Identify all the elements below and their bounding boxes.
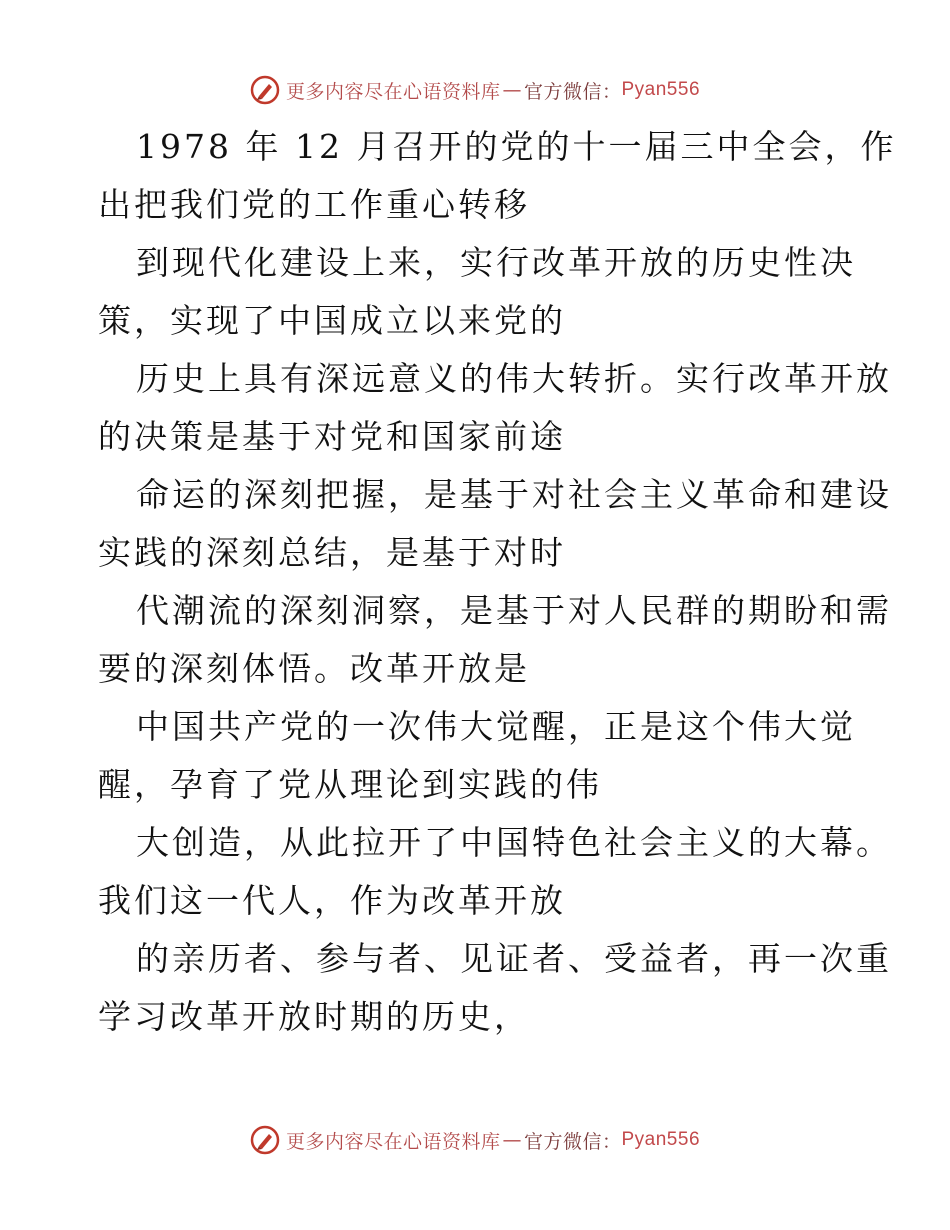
banner-dash: —	[502, 1129, 522, 1151]
banner-main-text: 更多内容尽在心语资料库	[285, 1130, 501, 1153]
text-line: 策，实现了中国成立以来党的	[98, 301, 566, 340]
header-banner	[0, 70, 950, 110]
text-line: 中国共产党的一次伟大觉醒，正是这个伟大觉	[136, 707, 856, 746]
banner-dash: —	[502, 79, 522, 101]
text-line: 代潮流的深刻洞察，是基于对人民群的期盼和需	[136, 591, 892, 630]
text-line: 的亲历者、参与者、见证者、受益者，再一次重	[136, 939, 892, 978]
banner-wechat-label: 官方微信：	[523, 1130, 622, 1153]
text-line: 实践的深刻总结，是基于对时	[98, 533, 566, 572]
banner-wechat-label: 官方微信：	[523, 80, 622, 103]
text-line: 的决策是基于对党和国家前途	[98, 417, 566, 456]
text-line: 1978 年 12 月召开的党的十一届三中全会，作	[136, 127, 897, 166]
text-line: 醒，孕育了党从理论到实践的伟	[98, 765, 602, 804]
document-body	[98, 118, 897, 1046]
banner-wechat-id: Pyan556	[621, 1129, 701, 1150]
text-line: 到现代化建设上来，实行改革开放的历史性决	[136, 243, 856, 282]
banner-wechat-id: Pyan556	[621, 79, 701, 100]
footer-banner	[0, 1120, 950, 1160]
banner-main-text: 更多内容尽在心语资料库	[285, 80, 501, 103]
text-line: 我们这一代人，作为改革开放	[98, 881, 566, 920]
logo-pen-icon	[250, 1125, 280, 1155]
text-line: 要的深刻体悟。改革开放是	[98, 649, 530, 688]
text-line: 命运的深刻把握，是基于对社会主义革命和建设	[136, 475, 892, 514]
text-line: 历史上具有深远意义的伟大转折。实行改革开放	[136, 359, 892, 398]
logo-pen-icon	[250, 75, 280, 105]
text-line: 出把我们党的工作重心转移	[98, 185, 530, 224]
text-line: 学习改革开放时期的历史，	[98, 997, 530, 1036]
text-line: 大创造，从此拉开了中国特色社会主义的大幕。	[136, 823, 892, 862]
